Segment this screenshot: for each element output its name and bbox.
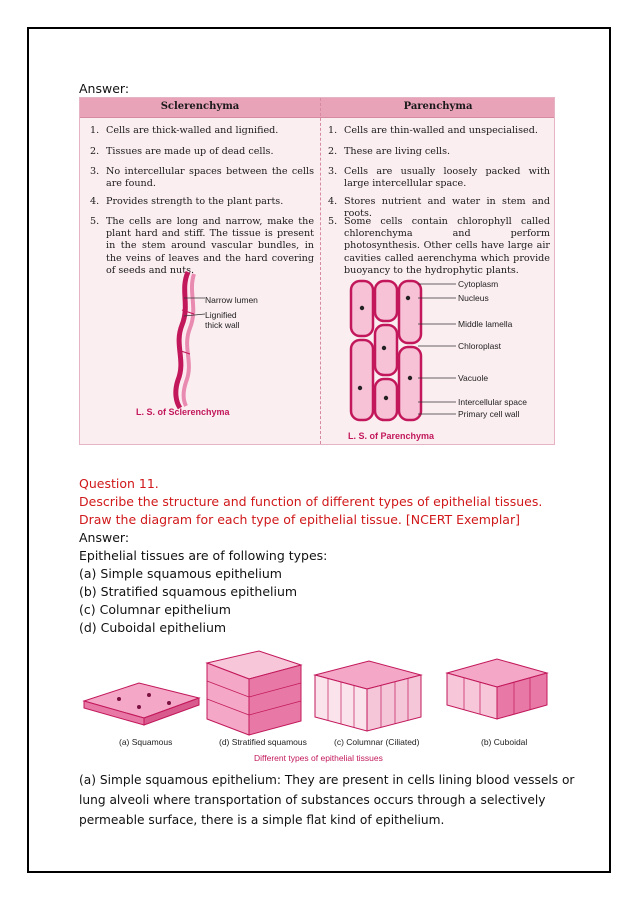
answer-item-a: (a) Simple squamous epithelium (79, 566, 282, 581)
paren-row-3: 3. Cells are usually loosely packed with large intercellular space. (328, 166, 550, 190)
answer-item-d: (d) Cuboidal epithelium (79, 620, 227, 635)
scler-row-1: 1. Cells are thick-walled and lignified. (90, 125, 279, 136)
label-vacuole: Vacuole (458, 373, 489, 383)
question-number: Question 11. (79, 476, 159, 491)
label-middle-lamella: Middle lamella (458, 319, 513, 329)
label-columnar: (c) Columnar (Ciliated) (334, 737, 420, 747)
answer-label-2: Answer: (79, 530, 130, 545)
comparison-table (79, 97, 555, 445)
paren-row-2: 2. These are living cells. (328, 146, 451, 157)
caption-sclerenchyma: L. S. of Sclerenchyma (136, 407, 230, 417)
figure-caption: Different types of epithelial tissues (254, 753, 383, 763)
label-cuboidal: (b) Cuboidal (481, 737, 528, 747)
sclerenchyma-diagram (160, 270, 220, 410)
epithelial-diagrams (79, 643, 557, 743)
column-divider (320, 98, 321, 444)
label-cytoplasm: Cytoplasm (458, 279, 499, 289)
squamous-paragraph (79, 770, 575, 830)
answer-item-b: (b) Stratified squamous epithelium (79, 584, 298, 599)
header-sclerenchyma: Sclerenchyma (160, 101, 240, 112)
label-primary-cell-wall: Primary cell wall (458, 409, 520, 419)
label-stratified-squamous: (d) Stratified squamous (219, 737, 307, 747)
answer-item-c: (c) Columnar epithelium (79, 602, 231, 617)
paren-row-4: 4. Stores nutrient and water in stem and roots. (328, 196, 550, 220)
answer-label: Answer: (79, 81, 130, 96)
label-lignified: Lignified (205, 310, 237, 320)
question-line-2: Draw the diagram for each type of epithelial tissue. [NCERT Exemplar] (79, 512, 520, 527)
label-intercellular-space: Intercellular space (458, 397, 527, 407)
label-squamous: (a) Squamous (119, 737, 173, 747)
paren-row-1: 1. Cells are thin-walled and unspecialised. (328, 125, 538, 136)
label-chloroplast: Chloroplast (458, 341, 501, 351)
paragraph-line-3: permeable surface, there is a simple flat kind of epithelium. (79, 813, 445, 827)
scler-row-3: 3. No intercellular spaces between the cells are found. (90, 166, 314, 190)
paragraph-line-1: (a) Simple squamous epithelium: They are present in cells lining blood vessels or (79, 773, 575, 787)
paragraph-line-2: lung alveoli where transportation of substances occurs through a selectively (79, 793, 546, 807)
caption-parenchyma: L. S. of Parenchyma (348, 431, 435, 441)
label-narrow-lumen: Narrow lumen (205, 295, 258, 305)
scler-leader-lines (184, 294, 206, 324)
scler-row-2: 2. Tissues are made up of dead cells. (90, 146, 274, 157)
answer-intro: Epithelial tissues are of following types: (79, 548, 328, 563)
table-header (80, 98, 554, 118)
label-nucleus: Nucleus (458, 293, 489, 303)
scler-row-5: 5. The cells are long and narrow, make the plant hard and stiff. The tissue is present in the stem around vascular bundles, in the veins of leaves and the hard covering of seeds and nuts. (90, 216, 314, 276)
paren-row-5: 5. Some cells contain chlorophyll called chlorenchyma and perform photosynthesis. Other cells have large air cavities called aerenchyma which provide buoyancy to the hydrophytic plants. (328, 216, 550, 276)
header-parenchyma: Parenchyma (403, 101, 473, 112)
label-thick-wall: thick wall (205, 320, 240, 330)
scler-row-4: 4. Provides strength to the plant parts. (90, 196, 284, 207)
paren-leader-lines (418, 280, 458, 420)
question-line-1: Describe the structure and function of different types of epithelial tissues. (79, 494, 543, 509)
epithelial-figure (79, 643, 557, 771)
